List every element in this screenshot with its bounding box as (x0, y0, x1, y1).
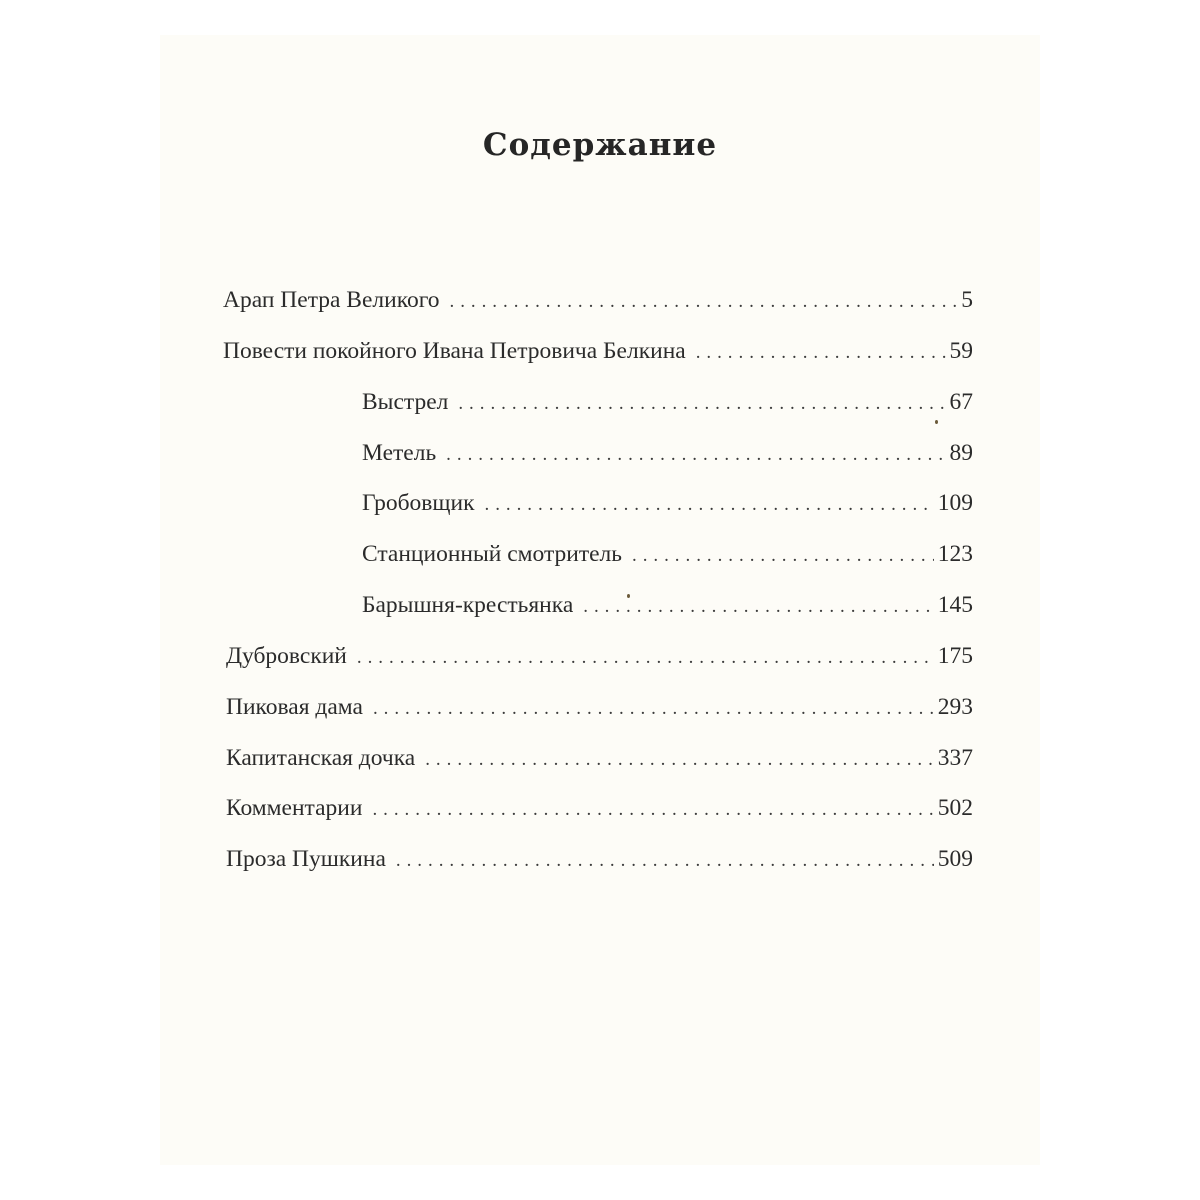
toc-entry[interactable] (362, 592, 973, 626)
toc-entry[interactable] (226, 795, 973, 829)
toc-entry-page: 5 (961, 287, 973, 313)
toc-entry-title: Метель (362, 440, 437, 466)
toc-entry-page: 59 (949, 338, 973, 364)
toc-entry[interactable] (226, 846, 973, 880)
dot-leader (446, 444, 945, 466)
toc-entry[interactable] (226, 694, 973, 728)
toc-entry-title: Комментарии (226, 795, 363, 821)
toc-entry-title: Гробовщик (362, 490, 475, 516)
paper-speck (627, 594, 630, 598)
dot-leader (485, 494, 934, 516)
toc-entry-title: Капитанская дочка (226, 745, 416, 771)
dot-leader (373, 698, 934, 720)
toc-entry-title: Пиковая дама (226, 694, 363, 720)
toc-entry[interactable] (362, 490, 973, 524)
dot-leader (632, 545, 934, 567)
toc-entry-page: 337 (937, 745, 973, 771)
toc-entry[interactable] (362, 440, 973, 474)
toc-entry-title: Барышня-крестьянка (362, 592, 574, 618)
toc-entry-page: 109 (937, 490, 973, 516)
dot-leader (425, 749, 934, 771)
dot-leader (458, 393, 945, 415)
dot-leader (583, 596, 934, 618)
toc-entry-page: 123 (937, 541, 973, 567)
toc-entry-title: Выстрел (362, 389, 449, 415)
dot-leader (450, 291, 958, 313)
toc-entry[interactable] (226, 643, 973, 677)
toc-entry[interactable] (226, 745, 973, 779)
paper-speck (935, 420, 938, 424)
toc-entry-page: 67 (949, 389, 973, 415)
toc-entry-title: Повести покойного Ивана Петровича Белкина (223, 338, 686, 364)
toc-entry-title: Арап Петра Великого (223, 287, 440, 313)
toc-entry-page: 293 (937, 694, 973, 720)
toc-entry[interactable] (362, 389, 973, 423)
toc-entry-title: Станционный смотритель (362, 541, 622, 567)
toc-entry-title: Дубровский (226, 643, 347, 669)
toc-entry-page: 175 (937, 643, 973, 669)
toc-entry-page: 89 (949, 440, 973, 466)
toc-entry-page: 502 (937, 795, 973, 821)
toc-entry[interactable] (362, 541, 973, 575)
toc-entry-page: 145 (937, 592, 973, 618)
dot-leader (696, 342, 946, 364)
toc-entry[interactable] (223, 287, 973, 321)
page-title: Содержание (482, 127, 718, 163)
dot-leader (396, 850, 934, 872)
dot-leader (357, 647, 934, 669)
toc-entry[interactable] (223, 338, 973, 372)
toc-entry-page: 509 (937, 846, 973, 872)
dot-leader (372, 799, 933, 821)
toc-entry-title: Проза Пушкина (226, 846, 386, 872)
